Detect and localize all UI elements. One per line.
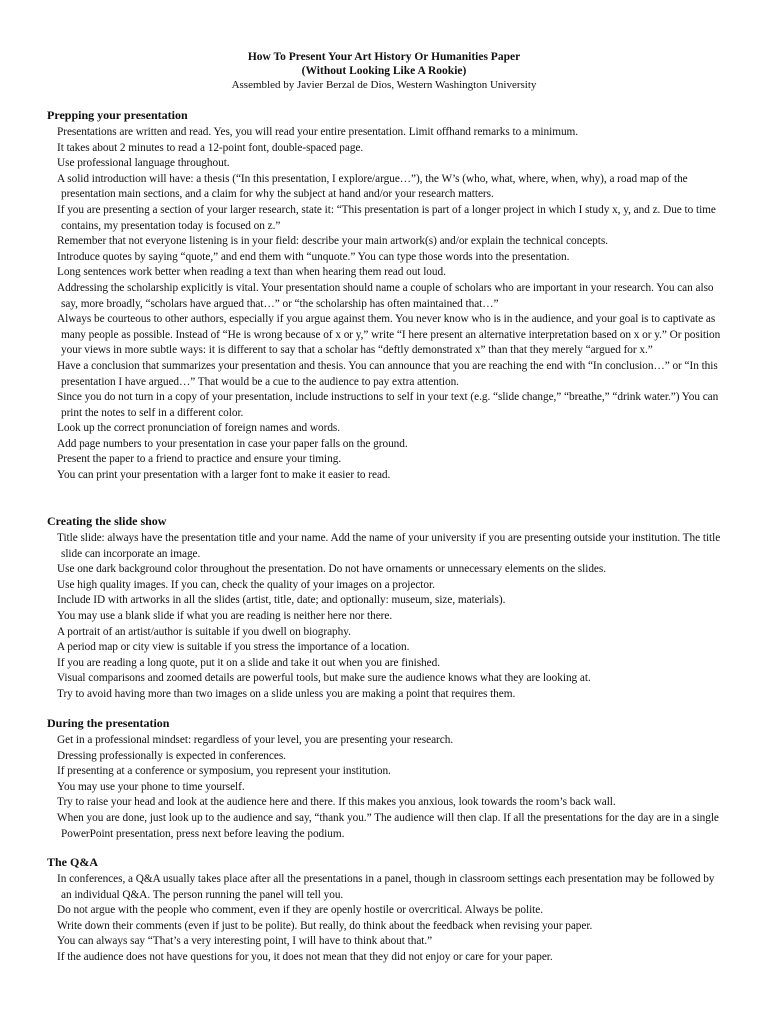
list-item: Visual comparisons and zoomed details are powerful tools, but make sure the audience knows what they are looking at. [57, 672, 591, 685]
list-item: A period map or city view is suitable if you stress the importance of a location. [57, 641, 410, 654]
list-item: Always be courteous to other authors, especially if you argue against them. You never know who is in the audience, and your goal is to captivate as many people as possible. Instead of “He is wrong because of x or y,” write “I here present an alternative interpretation based on x or y.” Or position your views in more subtle ways: it is different to say that a scholar has “deftly demonstrated x” than that they merely “argued for x.” [57, 313, 721, 357]
list-item: In conferences, a Q&A usually takes place after all the presentations in a panel, though in classroom settings each presentation may be followed by an individual Q&A. The person running the panel will tell you. [57, 873, 715, 901]
section-prepping [47, 108, 727, 484]
list-item: Have a conclusion that summarizes your presentation and thesis. You can announce that you are reaching the end with “In conclusion…” or “In this presentation I have argued…” That would be a cue to the audience to pay extra attention. [57, 359, 718, 388]
list-item: A portrait of an artist/author is suitable if you dwell on biography. [57, 625, 351, 638]
document-subtitle: (Without Looking Like A Rookie) [301, 65, 467, 77]
list-item: If presenting at a conference or symposium, you represent your institution. [57, 765, 391, 778]
list-item: Do not argue with the people who comment, even if they are openly hostile or overcritical. Always be polite. [57, 904, 543, 917]
list-item: Long sentences work better when reading a text than when hearing them read out loud. [57, 266, 446, 279]
item-list [47, 531, 727, 703]
item-list [47, 125, 727, 484]
section-heading: Creating the slide show [47, 514, 167, 528]
section-during-presentation [47, 716, 727, 842]
document-title: How To Present Your Art History Or Humanities Paper [247, 51, 521, 63]
list-item: If you are reading a long quote, put it on a slide and take it out when you are finished. [57, 656, 440, 669]
list-item: You can print your presentation with a larger font to make it easier to read. [57, 469, 391, 482]
list-item: Look up the correct pronunciation of foreign names and words. [57, 422, 341, 435]
section-heading: The Q&A [47, 855, 98, 869]
list-item: Use high quality images. If you can, check the quality of your images on a projector. [57, 578, 435, 591]
list-item: You may use a blank slide if what you are reading is neither here nor there. [57, 609, 393, 622]
list-item: Addressing the scholarship explicitly is vital. Your presentation should name a couple of scholars who are important in your research. You can also say, more broadly, “scholars have argued that…” or “the scholarship has often maintained that…” [57, 281, 714, 310]
document-byline: Assembled by Javier Berzal de Dios, Western Washington University [231, 79, 537, 91]
list-item: Use one dark background color throughout the presentation. Do not have ornaments or unnecessary elements on the slides. [57, 563, 607, 576]
list-item: When you are done, just look up to the audience and say, “thank you.” The audience will then clap. If all the presentations for the day are in a single PowerPoint presentation, press next before leaving the podium. [57, 811, 719, 840]
section-slide-show [47, 514, 727, 703]
list-item: Get in a professional mindset: regardless of your level, you are presenting your research. [57, 734, 454, 746]
list-item: You may use your phone to time yourself. [57, 780, 245, 793]
list-item: Include ID with artworks in all the slides (artist, title, date; and optionally: museum, size, materials). [57, 594, 506, 607]
section-qa [47, 855, 727, 966]
section-heading: During the presentation [47, 716, 170, 730]
list-item: Use professional language throughout. [57, 157, 230, 170]
list-item: It takes about 2 minutes to read a 12-point font, double-spaced page. [57, 141, 364, 154]
list-item: Title slide: always have the presentation title and your name. Add the name of your university if you are presenting outside your institution. The title slide can incorporate an image. [57, 532, 721, 560]
list-item: Remember that not everyone listening is in your field: describe your main artwork(s) and/or explain the technical concepts. [57, 235, 608, 248]
list-item: Dressing professionally is expected in conferences. [57, 749, 286, 762]
list-item: If the audience does not have questions for you, it does not mean that they did not enjoy or care for your paper. [57, 950, 553, 963]
list-item: Write down their comments (even if just to be polite). But really, do think about the feedback when revising your paper. [57, 919, 593, 932]
item-list [47, 872, 727, 966]
list-item: Try to avoid having more than two images on a slide unless you are making a point that requires them. [57, 687, 516, 700]
list-item: If you are presenting a section of your larger research, state it: “This presentation is part of a longer project in which I study x, y, and z. Due to time contains, my presentation today is focused on z.” [57, 203, 716, 232]
list-item: A solid introduction will have: a thesis (“In this presentation, I explore/argue…”), the W’s (who, what, where, when, why), a road map of the presentation main sections, and a claim for why the subject at hand and/or your research matters. [57, 172, 688, 201]
list-item: Present the paper to a friend to practice and ensure your timing. [57, 453, 342, 466]
list-item: Presentations are written and read. Yes, you will read your entire presentation. Limit offhand remarks to a minimum. [57, 126, 579, 138]
item-list [47, 733, 727, 842]
section-heading: Prepping your presentation [47, 108, 188, 122]
list-item: Introduce quotes by saying “quote,” and end them with “unquote.” You can type those words into the presentation. [57, 250, 570, 263]
list-item: Add page numbers to your presentation in case your paper falls on the ground. [57, 437, 408, 450]
list-item: Try to raise your head and look at the audience here and there. If this makes you anxious, look towards the room’s back wall. [57, 796, 616, 809]
list-item: You can always say “That’s a very interesting point, I will have to think about that.” [57, 935, 433, 948]
list-item: Since you do not turn in a copy of your presentation, include instructions to self in your text (e.g. “slide change,” “breathe,” “drink water.”) You can print the notes to self in a different color. [57, 391, 719, 419]
